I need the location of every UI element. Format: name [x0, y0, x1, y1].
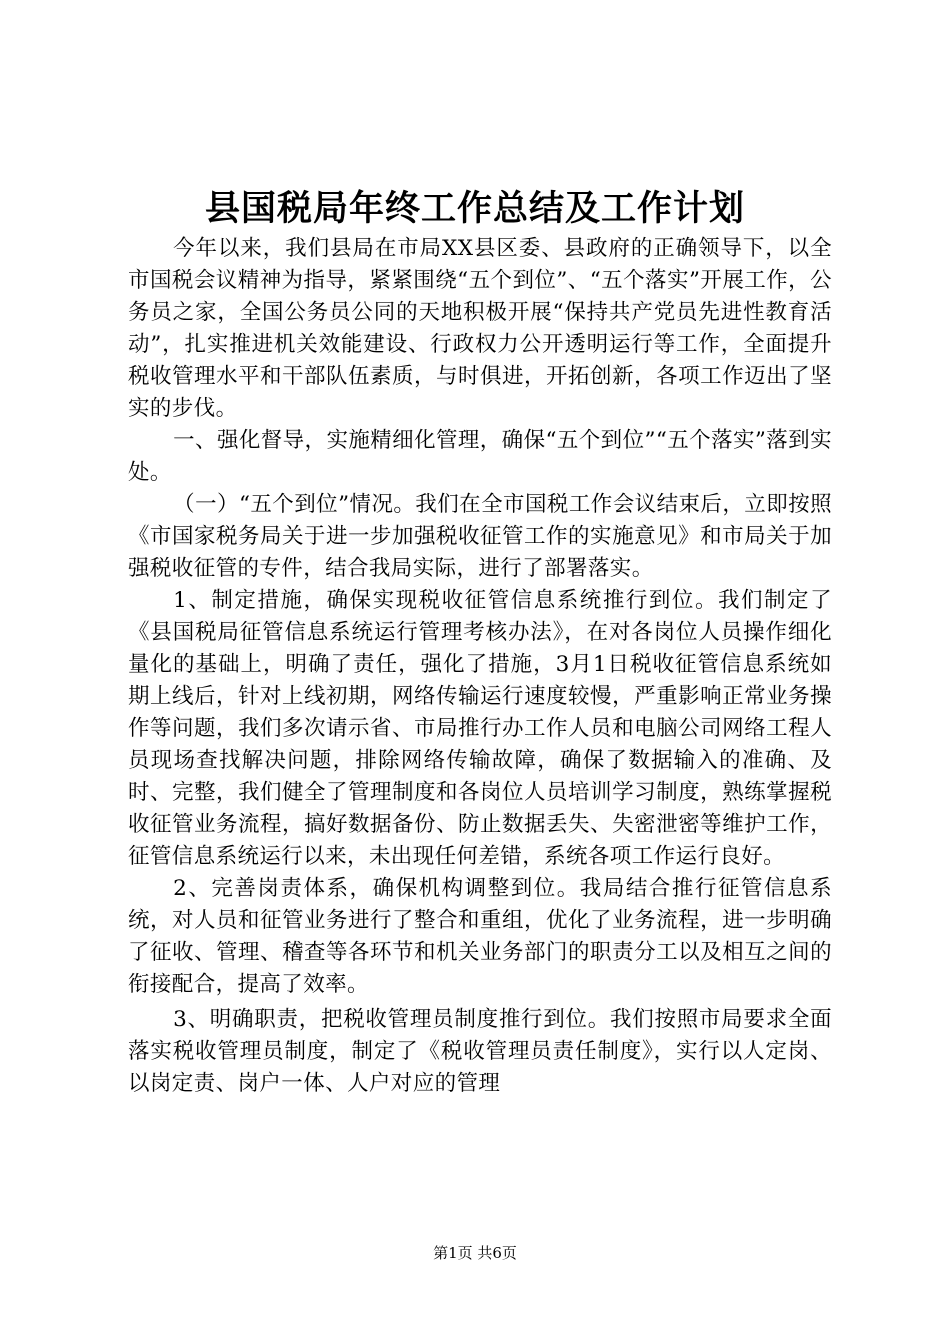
paragraph-item-1: 1、制定措施，确保实现税收征管信息系统推行到位。我们制定了《县国税局征管信息系统运行管理考核办法》，在对各岗位人员操作细化量化的基础上，明确了责任，强化了措施，3月1日税收征管信息系统如期上线后，针对上线初期，网络传输运行速度较慢，严重影响正常业务操作等问题，我们多次请示省、市局推行办工作人员和电脑公司网络工程人员现场查找解决问题，排除网络传输故障，确保了数据输入的准确、及时、完整，我们健全了管理制度和各岗位人员培训学习制度，熟练掌握税收征管业务流程，搞好数据备份、防止数据丢失、失密泄密等维护工作，征管信息系统运行以来，未出现任何差错，系统各项工作运行良好。 [128, 588, 832, 869]
document-title: 县国税局年终工作总结及工作计划 [204, 188, 745, 229]
page-number-footer: 第1页 共6页 [433, 1244, 517, 1262]
paragraph-subsection-1: （一）“五个到位”情况。我们在全市国税工作会议结束后，立即按照《市国家税务局关于进一步加强税收征管工作的实施意见》和市局关于加强税收征管的专件，结合我局实际，进行了部署落实。 [128, 492, 832, 581]
paragraph-intro: 今年以来，我们县局在市局XX县区委、县政府的正确领导下，以全市国税会议精神为指导，紧紧围绕“五个到位”、“五个落实”开展工作，公务员之家，全国公务员公同的天地积极开展“保持共产党员先进性教育活动”，扎实推进机关效能建设、行政权力公开透明运行等工作，全面提升税收管理水平和干部队伍素质，与时俱进，开拓创新，各项工作迈出了坚实的步伐。 [128, 236, 832, 421]
paragraph-section-heading-1: 一、强化督导，实施精细化管理，确保“五个到位”“五个落实”落到实处。 [128, 428, 832, 485]
document-body [128, 233, 832, 1100]
paragraph-item-2: 2、完善岗责体系，确保机构调整到位。我局结合推行征管信息系统，对人员和征管业务进行了整合和重组，优化了业务流程，进一步明确了征收、管理、稽查等各环节和机关业务部门的职责分工以及相互之间的衔接配合，提高了效率。 [128, 876, 832, 997]
paragraph-item-3: 3、明确职责，把税收管理员制度推行到位。我们按照市局要求全面落实税收管理员制度，制定了《税收管理员责任制度》，实行以人定岗、以岗定责、岗户一体、人户对应的管理 [128, 1007, 832, 1096]
